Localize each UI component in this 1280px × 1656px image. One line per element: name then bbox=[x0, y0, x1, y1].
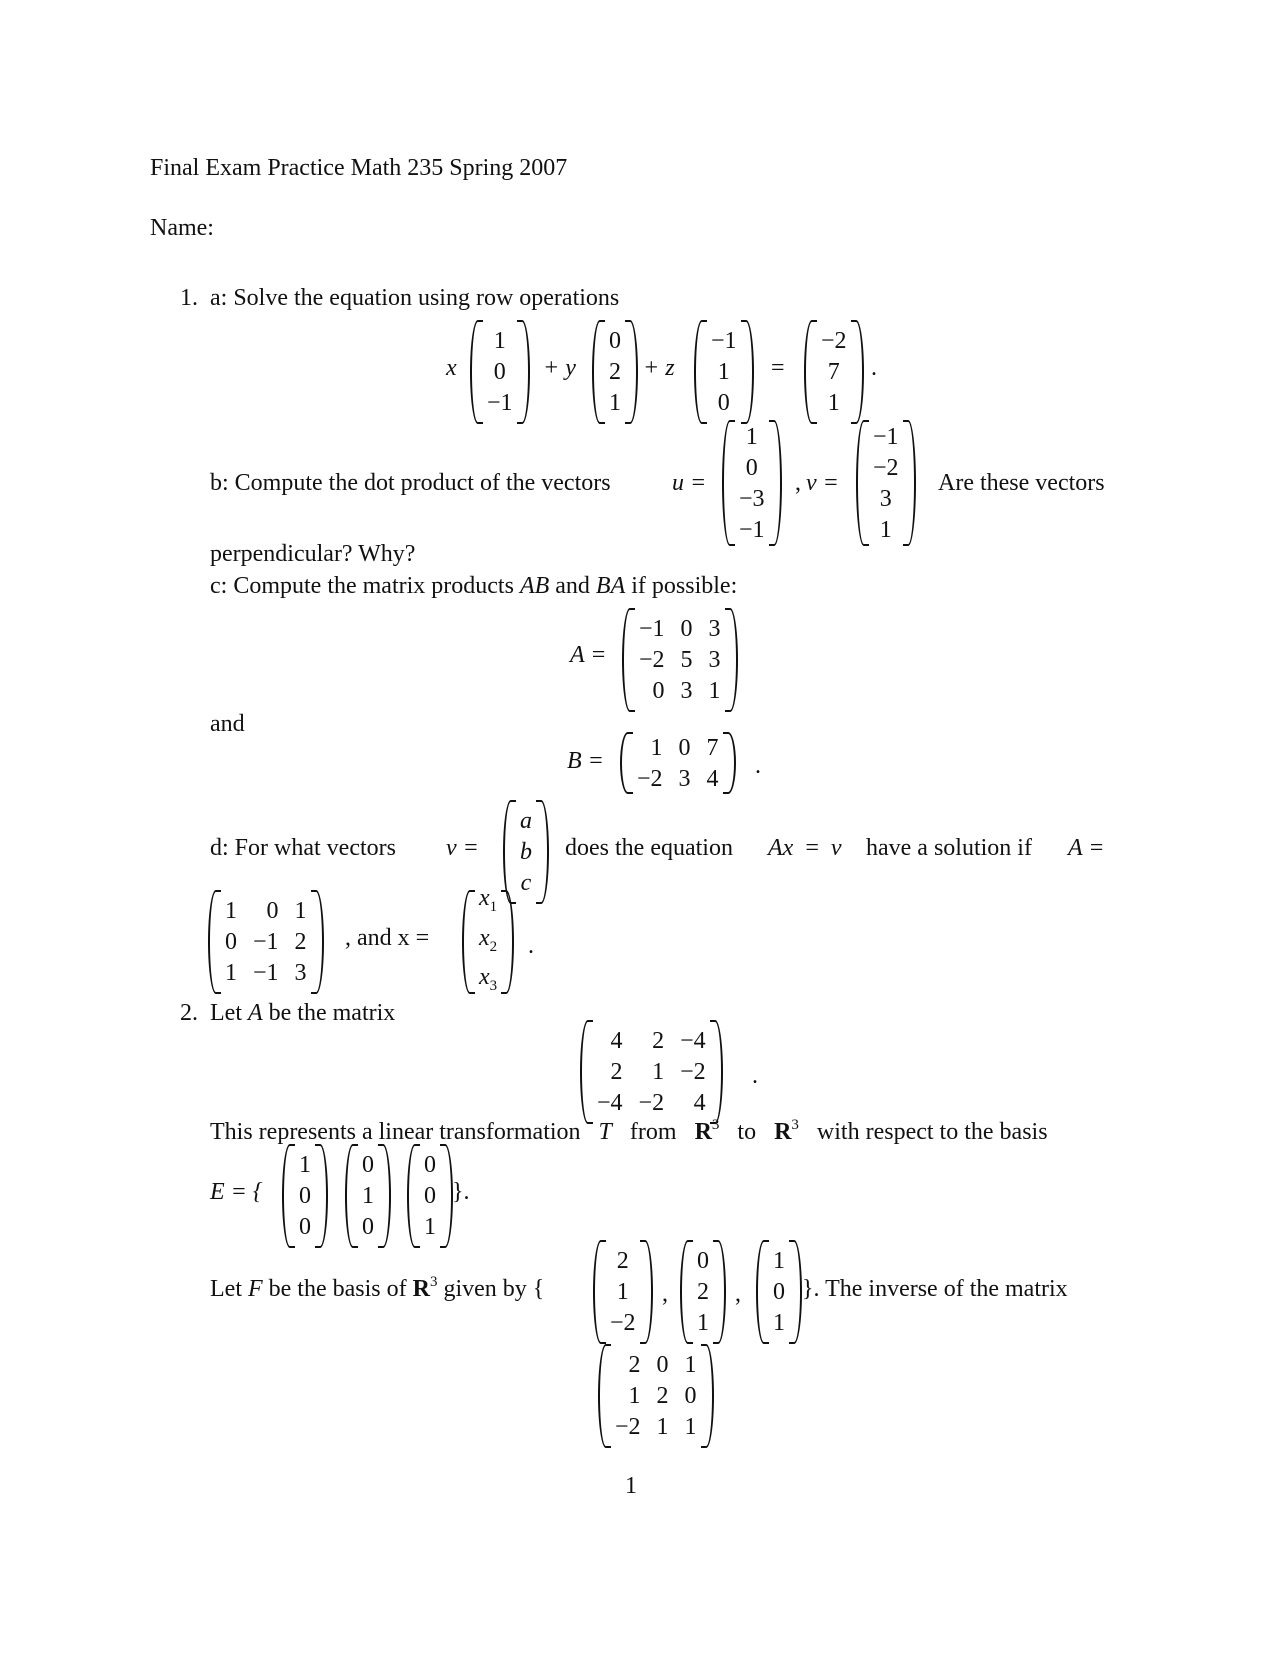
matrix-entry: 0 bbox=[493, 359, 506, 385]
matrix-entry: −1 bbox=[639, 616, 665, 642]
q2-F-vector-1 bbox=[593, 1240, 653, 1344]
matrix-entry: 2 bbox=[609, 359, 621, 385]
matrix-entry: 1 bbox=[708, 678, 721, 704]
q1d-equation: Ax = v bbox=[768, 835, 842, 861]
matrix-entry: −1 bbox=[253, 929, 279, 955]
q2-E-label: E = { bbox=[210, 1179, 263, 1205]
q1d-A-eq: A = bbox=[1068, 835, 1105, 861]
matrix-entry: 7 bbox=[706, 734, 719, 761]
q1-number: 1. bbox=[180, 285, 198, 311]
matrix-entry: 5 bbox=[680, 647, 693, 673]
matrix-entry: $x_1$ bbox=[479, 884, 498, 915]
matrix-entry: 1 bbox=[493, 328, 506, 354]
matrix-entry: 1 bbox=[684, 1352, 697, 1378]
q1a-equals: = bbox=[771, 355, 785, 381]
matrix-entry: 2 bbox=[656, 1383, 669, 1409]
matrix-entry: 0 bbox=[299, 1183, 311, 1209]
matrix-entry: 3 bbox=[680, 678, 693, 704]
matrix-entry: 0 bbox=[697, 1248, 709, 1274]
q2-F-vector-3 bbox=[756, 1240, 802, 1344]
q1b-u-label: u = bbox=[672, 470, 707, 496]
q1a-vector-2 bbox=[592, 320, 638, 424]
q1b-separator: , bbox=[795, 470, 801, 496]
matrix-entry: 2 bbox=[294, 929, 307, 955]
matrix-entry: −3 bbox=[739, 485, 765, 512]
q2-represents-line: This represents a linear transformation T from $R^3$ to $R^3$ with respect to the basis bbox=[210, 1117, 1048, 1145]
matrix-entry: −2 bbox=[615, 1414, 641, 1440]
q1d-vector-x bbox=[462, 884, 514, 995]
matrix-entry: −4 bbox=[680, 1028, 706, 1054]
matrix-entry: 7 bbox=[827, 359, 840, 385]
matrix-entry: $x_3$ bbox=[479, 964, 498, 995]
q1d-matrix-A bbox=[208, 890, 324, 994]
matrix-entry: 4 bbox=[610, 1028, 623, 1054]
q1a-vector-1 bbox=[470, 320, 530, 424]
matrix-entry: 0 bbox=[362, 1152, 374, 1178]
q2-period: . bbox=[752, 1063, 758, 1089]
matrix-entry: −2 bbox=[637, 765, 663, 792]
q1d-prompt: d: For what vectors bbox=[210, 835, 396, 861]
matrix-entry: b bbox=[520, 839, 532, 865]
q1c-matrix-B bbox=[620, 732, 736, 794]
matrix-entry: 3 bbox=[294, 960, 307, 986]
matrix-entry: −2 bbox=[873, 454, 899, 481]
q1c-and: and bbox=[210, 711, 245, 737]
matrix-entry: 0 bbox=[684, 1383, 697, 1409]
matrix-entry: 3 bbox=[708, 647, 721, 673]
matrix-entry: 0 bbox=[424, 1152, 436, 1178]
matrix-entry: −2 bbox=[821, 328, 847, 354]
matrix-entry: 0 bbox=[362, 1214, 374, 1240]
q2-E-close: }. bbox=[452, 1179, 470, 1205]
q1b-vector-v bbox=[856, 420, 916, 546]
q2-E-vector-2 bbox=[345, 1144, 391, 1248]
matrix-entry: −2 bbox=[639, 647, 665, 673]
matrix-entry: 0 bbox=[680, 616, 693, 642]
q1c-period: . bbox=[755, 753, 761, 779]
matrix-entry: −1 bbox=[487, 390, 513, 416]
name-label: Name: bbox=[150, 215, 214, 241]
q1d-v-label: v = bbox=[446, 835, 479, 861]
matrix-entry: c bbox=[520, 870, 532, 896]
matrix-entry: 1 bbox=[628, 1383, 641, 1409]
matrix-entry: 1 bbox=[684, 1414, 697, 1440]
matrix-entry: a bbox=[520, 808, 532, 834]
matrix-entry: −1 bbox=[711, 328, 737, 354]
q2-E-vector-3 bbox=[407, 1144, 453, 1248]
q1c-prompt: c: Compute the matrix products AB and BA if possible: bbox=[210, 573, 738, 599]
matrix-entry: 0 bbox=[678, 734, 691, 761]
matrix-entry: 2 bbox=[697, 1279, 709, 1305]
q2-E-vector-1 bbox=[282, 1144, 328, 1248]
q1b-vector-u bbox=[722, 420, 782, 546]
matrix-entry: −4 bbox=[597, 1090, 623, 1116]
matrix-entry: 0 bbox=[266, 898, 279, 924]
q1a-plus-z: + z bbox=[643, 355, 675, 381]
q2-F-vector-2 bbox=[680, 1240, 726, 1344]
q1c-B-label: B = bbox=[567, 748, 604, 774]
matrix-entry: 4 bbox=[706, 765, 719, 792]
q1c-matrix-A bbox=[622, 608, 738, 712]
matrix-entry: 1 bbox=[773, 1248, 785, 1274]
matrix-entry: −1 bbox=[873, 423, 899, 450]
matrix-entry: −2 bbox=[680, 1059, 706, 1085]
q1d-vector-v bbox=[503, 800, 549, 904]
q2-F-line: Let F be the basis of $R^3$ given by { bbox=[210, 1274, 545, 1302]
matrix-entry: 1 bbox=[652, 1059, 665, 1085]
q1b-prompt: b: Compute the dot product of the vectors bbox=[210, 470, 611, 496]
q2-F-comma-1: , bbox=[662, 1281, 668, 1307]
page-number: 1 bbox=[625, 1473, 637, 1499]
matrix-entry: −1 bbox=[253, 960, 279, 986]
matrix-entry: 1 bbox=[294, 898, 307, 924]
matrix-entry: 3 bbox=[708, 616, 721, 642]
q1a-var-x: x bbox=[446, 355, 457, 381]
matrix-entry: 0 bbox=[717, 390, 730, 416]
matrix-entry: 1 bbox=[650, 734, 663, 761]
q2-number: 2. bbox=[180, 1000, 198, 1026]
matrix-entry: 0 bbox=[424, 1183, 436, 1209]
matrix-entry: −2 bbox=[638, 1090, 665, 1116]
q1a-vector-3 bbox=[694, 320, 754, 424]
matrix-entry: 1 bbox=[697, 1310, 709, 1336]
matrix-entry: 1 bbox=[827, 390, 840, 416]
q1d-and-x: , and x = bbox=[345, 925, 430, 951]
matrix-entry: 1 bbox=[879, 516, 892, 543]
matrix-entry: −2 bbox=[610, 1310, 636, 1336]
matrix-entry: 0 bbox=[652, 678, 665, 704]
q1b-v-label: v = bbox=[806, 470, 839, 496]
matrix-entry: 3 bbox=[879, 485, 892, 512]
matrix-entry: 1 bbox=[656, 1414, 669, 1440]
q1c-A-label: A = bbox=[570, 642, 607, 668]
matrix-entry: 2 bbox=[616, 1248, 629, 1274]
matrix-entry: 2 bbox=[610, 1059, 623, 1085]
matrix-entry: $x_2$ bbox=[479, 924, 498, 955]
q1b-line2: perpendicular? Why? bbox=[210, 541, 416, 567]
matrix-entry: 2 bbox=[628, 1352, 641, 1378]
q1d-have-text: have a solution if bbox=[866, 835, 1032, 861]
matrix-entry: 0 bbox=[299, 1214, 311, 1240]
q1a-rhs-vector bbox=[804, 320, 864, 424]
matrix-entry: 1 bbox=[616, 1279, 629, 1305]
q1d-period: . bbox=[528, 933, 534, 959]
matrix-entry: 1 bbox=[225, 960, 237, 986]
q1d-mid-text: does the equation bbox=[565, 835, 733, 861]
matrix-entry: 0 bbox=[609, 328, 621, 354]
matrix-entry: −1 bbox=[739, 516, 765, 543]
page-title: Final Exam Practice Math 235 Spring 2007 bbox=[150, 155, 568, 181]
q2-matrix-P bbox=[598, 1344, 714, 1448]
q2-matrix-A bbox=[580, 1020, 723, 1124]
matrix-entry: 1 bbox=[424, 1214, 436, 1240]
q1b-tail: Are these vectors bbox=[938, 470, 1105, 496]
matrix-entry: 0 bbox=[656, 1352, 669, 1378]
matrix-entry: 1 bbox=[225, 898, 237, 924]
matrix-entry: 0 bbox=[225, 929, 237, 955]
matrix-entry: 1 bbox=[299, 1152, 311, 1178]
matrix-entry: 1 bbox=[773, 1310, 785, 1336]
matrix-entry: 3 bbox=[678, 765, 691, 792]
q1a-plus-y: + y bbox=[543, 355, 576, 381]
matrix-entry: 1 bbox=[717, 359, 730, 385]
q2-F-comma-2: , bbox=[735, 1281, 741, 1307]
q1a-period: . bbox=[871, 355, 877, 381]
matrix-entry: 0 bbox=[745, 454, 758, 481]
q2-F-tail: }. The inverse of the matrix bbox=[802, 1276, 1068, 1302]
matrix-entry: 4 bbox=[693, 1090, 706, 1116]
matrix-entry: 1 bbox=[609, 390, 621, 416]
q2-intro: Let A be the matrix bbox=[210, 1000, 396, 1026]
q1a-prompt: a: Solve the equation using row operations bbox=[210, 285, 620, 311]
matrix-entry: 0 bbox=[773, 1279, 785, 1305]
matrix-entry: 2 bbox=[652, 1028, 665, 1054]
matrix-entry: 1 bbox=[745, 423, 758, 450]
matrix-entry: 1 bbox=[362, 1183, 374, 1209]
